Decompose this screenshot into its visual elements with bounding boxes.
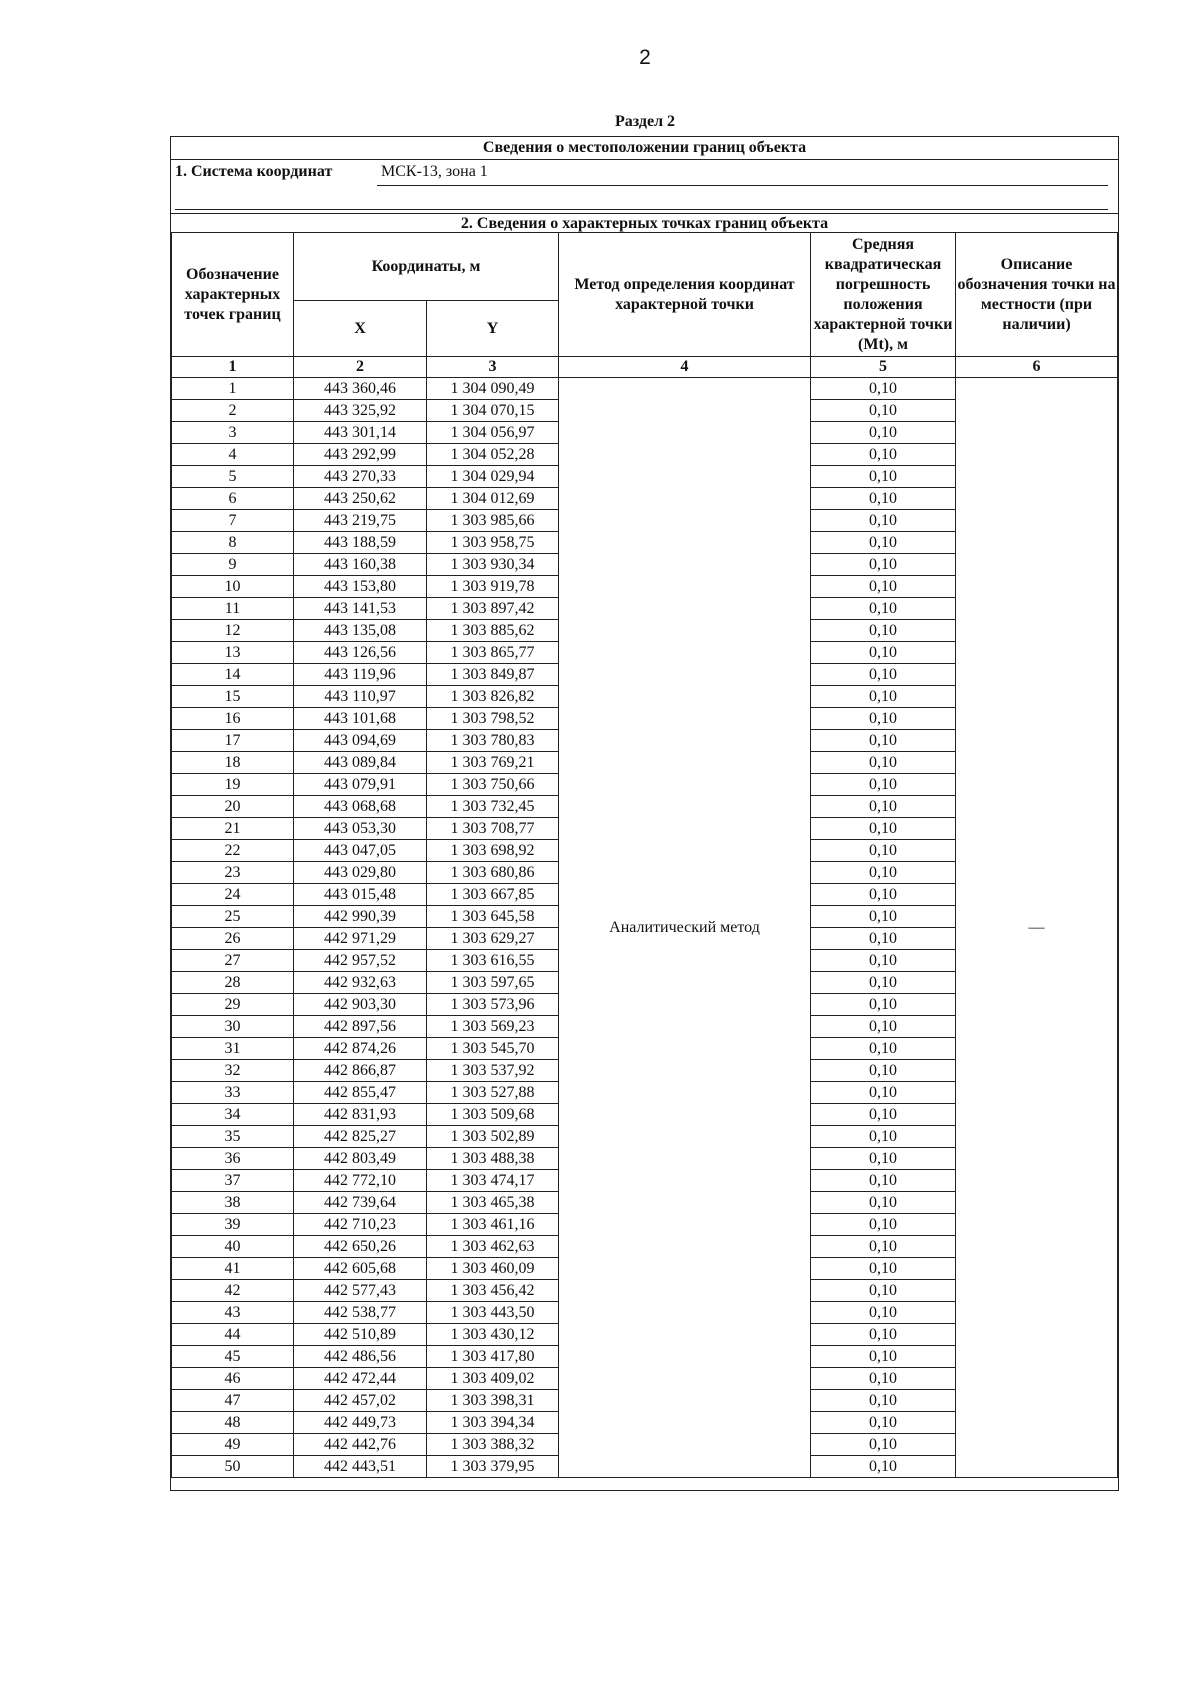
x-coordinate-cell: 442 443,51 bbox=[294, 1456, 427, 1478]
y-coordinate-cell: 1 303 569,23 bbox=[427, 1016, 559, 1038]
point-number-cell: 11 bbox=[172, 598, 294, 620]
x-coordinate-cell: 443 325,92 bbox=[294, 400, 427, 422]
accuracy-cell: 0,10 bbox=[811, 444, 956, 466]
coordinate-system-label: 1. Система координат bbox=[175, 163, 333, 180]
accuracy-cell: 0,10 bbox=[811, 664, 956, 686]
point-number-cell: 26 bbox=[172, 928, 294, 950]
boundary-info-frame bbox=[170, 136, 1119, 1491]
x-coordinate-cell: 443 119,96 bbox=[294, 664, 427, 686]
accuracy-cell: 0,10 bbox=[811, 1038, 956, 1060]
point-number-cell: 16 bbox=[172, 708, 294, 730]
col-coords-header: Координаты, м bbox=[294, 233, 559, 301]
col-accuracy-header: Средняя квадратическая погрешность положения характерной точки (Mt), м bbox=[811, 233, 956, 357]
y-coordinate-cell: 1 303 462,63 bbox=[427, 1236, 559, 1258]
accuracy-cell: 0,10 bbox=[811, 576, 956, 598]
accuracy-cell: 0,10 bbox=[811, 532, 956, 554]
points-table-body bbox=[172, 378, 1118, 1478]
accuracy-cell: 0,10 bbox=[811, 950, 956, 972]
x-coordinate-cell: 442 510,89 bbox=[294, 1324, 427, 1346]
x-coordinate-cell: 443 270,33 bbox=[294, 466, 427, 488]
y-coordinate-cell: 1 303 750,66 bbox=[427, 774, 559, 796]
accuracy-cell: 0,10 bbox=[811, 598, 956, 620]
x-coordinate-cell: 442 866,87 bbox=[294, 1060, 427, 1082]
x-coordinate-cell: 443 094,69 bbox=[294, 730, 427, 752]
accuracy-cell: 0,10 bbox=[811, 928, 956, 950]
x-coordinate-cell: 443 188,59 bbox=[294, 532, 427, 554]
point-number-cell: 48 bbox=[172, 1412, 294, 1434]
accuracy-cell: 0,10 bbox=[811, 796, 956, 818]
x-coordinate-cell: 443 301,14 bbox=[294, 422, 427, 444]
point-number-cell: 46 bbox=[172, 1368, 294, 1390]
x-coordinate-cell: 443 141,53 bbox=[294, 598, 427, 620]
point-number-cell: 3 bbox=[172, 422, 294, 444]
accuracy-cell: 0,10 bbox=[811, 1126, 956, 1148]
accuracy-cell: 0,10 bbox=[811, 862, 956, 884]
y-coordinate-cell: 1 303 708,77 bbox=[427, 818, 559, 840]
column-number: 3 bbox=[427, 357, 559, 378]
accuracy-cell: 0,10 bbox=[811, 686, 956, 708]
x-coordinate-cell: 442 442,76 bbox=[294, 1434, 427, 1456]
accuracy-cell: 0,10 bbox=[811, 1258, 956, 1280]
accuracy-cell: 0,10 bbox=[811, 1192, 956, 1214]
point-number-cell: 12 bbox=[172, 620, 294, 642]
point-number-cell: 7 bbox=[172, 510, 294, 532]
accuracy-cell: 0,10 bbox=[811, 1016, 956, 1038]
y-coordinate-cell: 1 303 379,95 bbox=[427, 1456, 559, 1478]
x-coordinate-cell: 443 089,84 bbox=[294, 752, 427, 774]
accuracy-cell: 0,10 bbox=[811, 1412, 956, 1434]
x-coordinate-cell: 442 803,49 bbox=[294, 1148, 427, 1170]
x-coordinate-cell: 442 932,63 bbox=[294, 972, 427, 994]
accuracy-cell: 0,10 bbox=[811, 1148, 956, 1170]
coordinate-underline bbox=[377, 185, 1108, 186]
y-coordinate-cell: 1 303 680,86 bbox=[427, 862, 559, 884]
accuracy-cell: 0,10 bbox=[811, 510, 956, 532]
point-number-cell: 13 bbox=[172, 642, 294, 664]
y-coordinate-cell: 1 304 052,28 bbox=[427, 444, 559, 466]
accuracy-cell: 0,10 bbox=[811, 378, 956, 400]
point-number-cell: 49 bbox=[172, 1434, 294, 1456]
y-coordinate-cell: 1 303 545,70 bbox=[427, 1038, 559, 1060]
section-title: Раздел 2 bbox=[614, 113, 676, 130]
x-coordinate-cell: 442 855,47 bbox=[294, 1082, 427, 1104]
y-coordinate-cell: 1 303 958,75 bbox=[427, 532, 559, 554]
point-number-cell: 45 bbox=[172, 1346, 294, 1368]
y-coordinate-cell: 1 303 667,85 bbox=[427, 884, 559, 906]
y-coordinate-cell: 1 303 409,02 bbox=[427, 1368, 559, 1390]
col-point-header: Обозначение характерных точек границ bbox=[172, 233, 294, 357]
point-number-cell: 21 bbox=[172, 818, 294, 840]
x-coordinate-cell: 442 874,26 bbox=[294, 1038, 427, 1060]
y-coordinate-cell: 1 303 430,12 bbox=[427, 1324, 559, 1346]
col-y-header: Y bbox=[427, 301, 559, 357]
y-coordinate-cell: 1 303 398,31 bbox=[427, 1390, 559, 1412]
y-coordinate-cell: 1 303 885,62 bbox=[427, 620, 559, 642]
accuracy-cell: 0,10 bbox=[811, 752, 956, 774]
y-coordinate-cell: 1 303 460,09 bbox=[427, 1258, 559, 1280]
col-description-header: Описание обозначения точки на местности (при наличии) bbox=[956, 233, 1118, 357]
x-coordinate-cell: 443 068,68 bbox=[294, 796, 427, 818]
point-number-cell: 2 bbox=[172, 400, 294, 422]
y-coordinate-cell: 1 303 461,16 bbox=[427, 1214, 559, 1236]
column-number: 4 bbox=[559, 357, 811, 378]
x-coordinate-cell: 442 739,64 bbox=[294, 1192, 427, 1214]
accuracy-cell: 0,10 bbox=[811, 488, 956, 510]
x-coordinate-cell: 443 219,75 bbox=[294, 510, 427, 532]
y-coordinate-cell: 1 303 732,45 bbox=[427, 796, 559, 818]
x-coordinate-cell: 443 053,30 bbox=[294, 818, 427, 840]
accuracy-cell: 0,10 bbox=[811, 1214, 956, 1236]
x-coordinate-cell: 443 250,62 bbox=[294, 488, 427, 510]
point-number-cell: 35 bbox=[172, 1126, 294, 1148]
point-number-cell: 24 bbox=[172, 884, 294, 906]
accuracy-cell: 0,10 bbox=[811, 642, 956, 664]
accuracy-cell: 0,10 bbox=[811, 466, 956, 488]
y-coordinate-cell: 1 303 465,38 bbox=[427, 1192, 559, 1214]
x-coordinate-cell: 442 457,02 bbox=[294, 1390, 427, 1412]
x-coordinate-cell: 443 135,08 bbox=[294, 620, 427, 642]
accuracy-cell: 0,10 bbox=[811, 1390, 956, 1412]
accuracy-cell: 0,10 bbox=[811, 1434, 956, 1456]
x-coordinate-cell: 443 079,91 bbox=[294, 774, 427, 796]
y-coordinate-cell: 1 303 780,83 bbox=[427, 730, 559, 752]
x-coordinate-cell: 442 472,44 bbox=[294, 1368, 427, 1390]
y-coordinate-cell: 1 303 527,88 bbox=[427, 1082, 559, 1104]
description-cell: — bbox=[956, 378, 1118, 1478]
accuracy-cell: 0,10 bbox=[811, 906, 956, 928]
point-number-cell: 25 bbox=[172, 906, 294, 928]
x-coordinate-cell: 443 360,46 bbox=[294, 378, 427, 400]
method-cell: Аналитический метод bbox=[559, 378, 811, 1478]
accuracy-cell: 0,10 bbox=[811, 884, 956, 906]
point-number-cell: 20 bbox=[172, 796, 294, 818]
point-number-cell: 15 bbox=[172, 686, 294, 708]
accuracy-cell: 0,10 bbox=[811, 818, 956, 840]
y-coordinate-cell: 1 304 012,69 bbox=[427, 488, 559, 510]
accuracy-cell: 0,10 bbox=[811, 1324, 956, 1346]
y-coordinate-cell: 1 303 616,55 bbox=[427, 950, 559, 972]
table-row bbox=[172, 378, 1118, 400]
point-number-cell: 33 bbox=[172, 1082, 294, 1104]
point-number-cell: 18 bbox=[172, 752, 294, 774]
column-number: 5 bbox=[811, 357, 956, 378]
accuracy-cell: 0,10 bbox=[811, 1082, 956, 1104]
point-number-cell: 17 bbox=[172, 730, 294, 752]
accuracy-cell: 0,10 bbox=[811, 620, 956, 642]
point-number-cell: 36 bbox=[172, 1148, 294, 1170]
y-coordinate-cell: 1 303 502,89 bbox=[427, 1126, 559, 1148]
y-coordinate-cell: 1 303 769,21 bbox=[427, 752, 559, 774]
x-coordinate-cell: 442 538,77 bbox=[294, 1302, 427, 1324]
point-number-cell: 14 bbox=[172, 664, 294, 686]
col-method-header: Метод определения координат характерной точки bbox=[559, 233, 811, 357]
accuracy-cell: 0,10 bbox=[811, 1060, 956, 1082]
point-number-cell: 31 bbox=[172, 1038, 294, 1060]
x-coordinate-cell: 442 903,30 bbox=[294, 994, 427, 1016]
point-number-cell: 30 bbox=[172, 1016, 294, 1038]
column-numbers-row bbox=[172, 357, 1118, 378]
y-coordinate-cell: 1 303 897,42 bbox=[427, 598, 559, 620]
accuracy-cell: 0,10 bbox=[811, 708, 956, 730]
accuracy-cell: 0,10 bbox=[811, 1456, 956, 1478]
y-coordinate-cell: 1 303 573,96 bbox=[427, 994, 559, 1016]
points-table bbox=[171, 232, 1118, 1478]
x-coordinate-cell: 442 825,27 bbox=[294, 1126, 427, 1148]
col-x-header: X bbox=[294, 301, 427, 357]
x-coordinate-cell: 442 971,29 bbox=[294, 928, 427, 950]
x-coordinate-cell: 442 957,52 bbox=[294, 950, 427, 972]
x-coordinate-cell: 443 110,97 bbox=[294, 686, 427, 708]
y-coordinate-cell: 1 304 056,97 bbox=[427, 422, 559, 444]
y-coordinate-cell: 1 303 798,52 bbox=[427, 708, 559, 730]
point-number-cell: 34 bbox=[172, 1104, 294, 1126]
accuracy-cell: 0,10 bbox=[811, 400, 956, 422]
x-coordinate-cell: 442 897,56 bbox=[294, 1016, 427, 1038]
x-coordinate-cell: 443 101,68 bbox=[294, 708, 427, 730]
y-coordinate-cell: 1 303 985,66 bbox=[427, 510, 559, 532]
y-coordinate-cell: 1 303 849,87 bbox=[427, 664, 559, 686]
accuracy-cell: 0,10 bbox=[811, 1104, 956, 1126]
y-coordinate-cell: 1 303 865,77 bbox=[427, 642, 559, 664]
point-number-cell: 6 bbox=[172, 488, 294, 510]
point-number-cell: 39 bbox=[172, 1214, 294, 1236]
accuracy-cell: 0,10 bbox=[811, 730, 956, 752]
point-number-cell: 28 bbox=[172, 972, 294, 994]
point-number-cell: 19 bbox=[172, 774, 294, 796]
accuracy-cell: 0,10 bbox=[811, 422, 956, 444]
y-coordinate-cell: 1 303 474,17 bbox=[427, 1170, 559, 1192]
point-number-cell: 41 bbox=[172, 1258, 294, 1280]
y-coordinate-cell: 1 303 443,50 bbox=[427, 1302, 559, 1324]
x-coordinate-cell: 443 292,99 bbox=[294, 444, 427, 466]
point-number-cell: 38 bbox=[172, 1192, 294, 1214]
point-number-cell: 32 bbox=[172, 1060, 294, 1082]
y-coordinate-cell: 1 303 698,92 bbox=[427, 840, 559, 862]
accuracy-cell: 0,10 bbox=[811, 840, 956, 862]
y-coordinate-cell: 1 304 029,94 bbox=[427, 466, 559, 488]
y-coordinate-cell: 1 303 394,34 bbox=[427, 1412, 559, 1434]
x-coordinate-cell: 442 486,56 bbox=[294, 1346, 427, 1368]
point-number-cell: 1 bbox=[172, 378, 294, 400]
accuracy-cell: 0,10 bbox=[811, 1302, 956, 1324]
point-number-cell: 50 bbox=[172, 1456, 294, 1478]
point-number-cell: 40 bbox=[172, 1236, 294, 1258]
coordinate-system-value: МСК-13, зона 1 bbox=[381, 163, 488, 180]
y-coordinate-cell: 1 303 417,80 bbox=[427, 1346, 559, 1368]
accuracy-cell: 0,10 bbox=[811, 1236, 956, 1258]
accuracy-cell: 0,10 bbox=[811, 972, 956, 994]
point-number-cell: 43 bbox=[172, 1302, 294, 1324]
y-coordinate-cell: 1 303 629,27 bbox=[427, 928, 559, 950]
subsection-title: 2. Сведения о характерных точках границ объекта bbox=[171, 213, 1118, 234]
x-coordinate-cell: 442 650,26 bbox=[294, 1236, 427, 1258]
coordinate-underline-2 bbox=[175, 209, 1108, 210]
x-coordinate-cell: 443 047,05 bbox=[294, 840, 427, 862]
point-number-cell: 22 bbox=[172, 840, 294, 862]
accuracy-cell: 0,10 bbox=[811, 554, 956, 576]
header-title: Сведения о местоположении границ объекта bbox=[171, 137, 1118, 160]
x-coordinate-cell: 442 831,93 bbox=[294, 1104, 427, 1126]
point-number-cell: 44 bbox=[172, 1324, 294, 1346]
x-coordinate-cell: 442 772,10 bbox=[294, 1170, 427, 1192]
y-coordinate-cell: 1 303 597,65 bbox=[427, 972, 559, 994]
y-coordinate-cell: 1 303 930,34 bbox=[427, 554, 559, 576]
x-coordinate-cell: 442 449,73 bbox=[294, 1412, 427, 1434]
y-coordinate-cell: 1 303 645,58 bbox=[427, 906, 559, 928]
point-number-cell: 9 bbox=[172, 554, 294, 576]
x-coordinate-cell: 443 126,56 bbox=[294, 642, 427, 664]
point-number-cell: 8 bbox=[172, 532, 294, 554]
column-number: 6 bbox=[956, 357, 1118, 378]
x-coordinate-cell: 443 029,80 bbox=[294, 862, 427, 884]
y-coordinate-cell: 1 303 537,92 bbox=[427, 1060, 559, 1082]
point-number-cell: 27 bbox=[172, 950, 294, 972]
y-coordinate-cell: 1 303 456,42 bbox=[427, 1280, 559, 1302]
page-number: 2 bbox=[639, 46, 651, 69]
accuracy-cell: 0,10 bbox=[811, 1346, 956, 1368]
y-coordinate-cell: 1 303 826,82 bbox=[427, 686, 559, 708]
x-coordinate-cell: 442 710,23 bbox=[294, 1214, 427, 1236]
point-number-cell: 47 bbox=[172, 1390, 294, 1412]
accuracy-cell: 0,10 bbox=[811, 774, 956, 796]
column-number: 1 bbox=[172, 357, 294, 378]
x-coordinate-cell: 443 160,38 bbox=[294, 554, 427, 576]
point-number-cell: 5 bbox=[172, 466, 294, 488]
y-coordinate-cell: 1 304 070,15 bbox=[427, 400, 559, 422]
point-number-cell: 23 bbox=[172, 862, 294, 884]
accuracy-cell: 0,10 bbox=[811, 1170, 956, 1192]
y-coordinate-cell: 1 304 090,49 bbox=[427, 378, 559, 400]
x-coordinate-cell: 443 015,48 bbox=[294, 884, 427, 906]
point-number-cell: 37 bbox=[172, 1170, 294, 1192]
y-coordinate-cell: 1 303 488,38 bbox=[427, 1148, 559, 1170]
point-number-cell: 10 bbox=[172, 576, 294, 598]
accuracy-cell: 0,10 bbox=[811, 994, 956, 1016]
point-number-cell: 29 bbox=[172, 994, 294, 1016]
x-coordinate-cell: 442 990,39 bbox=[294, 906, 427, 928]
accuracy-cell: 0,10 bbox=[811, 1280, 956, 1302]
x-coordinate-cell: 442 605,68 bbox=[294, 1258, 427, 1280]
column-number: 2 bbox=[294, 357, 427, 378]
x-coordinate-cell: 442 577,43 bbox=[294, 1280, 427, 1302]
y-coordinate-cell: 1 303 509,68 bbox=[427, 1104, 559, 1126]
y-coordinate-cell: 1 303 388,32 bbox=[427, 1434, 559, 1456]
accuracy-cell: 0,10 bbox=[811, 1368, 956, 1390]
x-coordinate-cell: 443 153,80 bbox=[294, 576, 427, 598]
point-number-cell: 42 bbox=[172, 1280, 294, 1302]
point-number-cell: 4 bbox=[172, 444, 294, 466]
y-coordinate-cell: 1 303 919,78 bbox=[427, 576, 559, 598]
